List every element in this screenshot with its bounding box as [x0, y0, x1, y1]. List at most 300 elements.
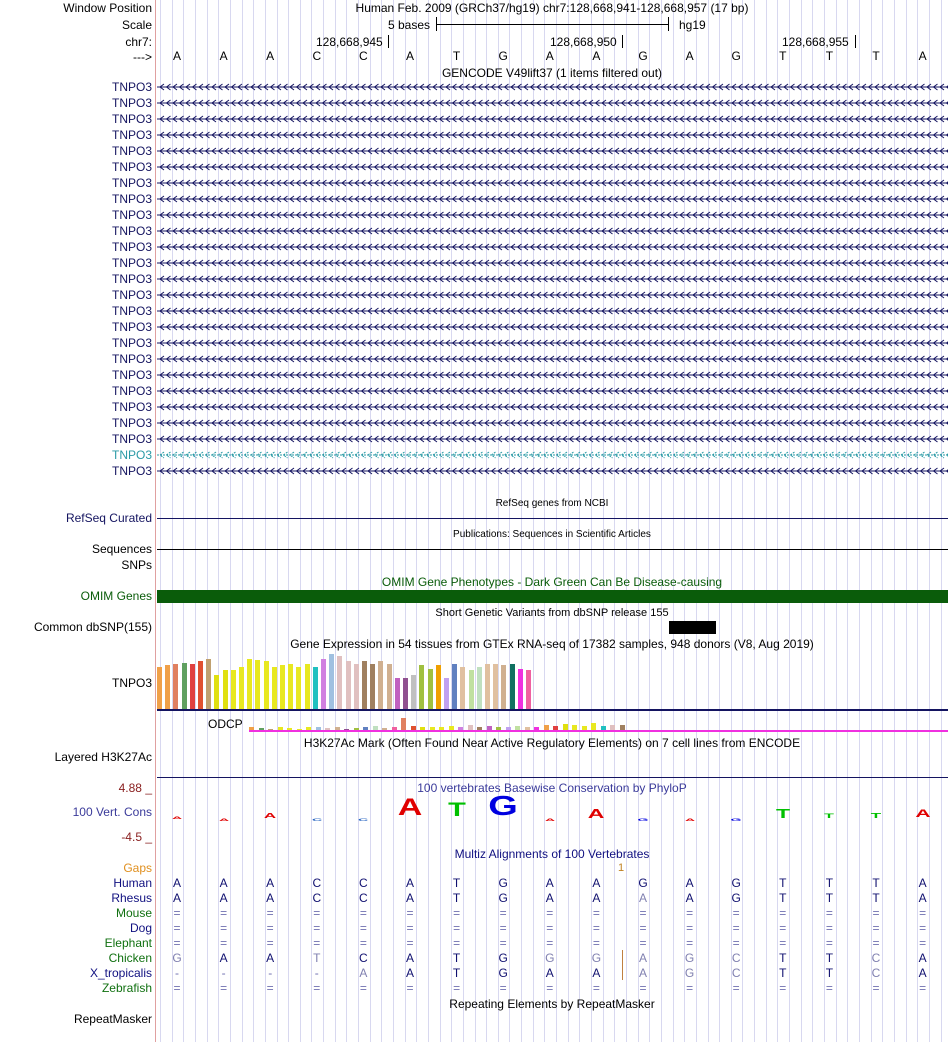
gtex-tissue-bar[interactable] [231, 670, 236, 709]
gtex-tissue-bar[interactable] [387, 664, 392, 709]
multiz-base: A [219, 951, 228, 965]
gencode-gene-label[interactable]: TNPO3 [111, 176, 152, 190]
phylop-base-logo[interactable]: C [358, 817, 369, 822]
multiz-base: = [173, 921, 181, 935]
omim-title[interactable]: OMIM Gene Phenotypes - Dark Green Can Be Disease-causing [381, 575, 723, 589]
gencode-title[interactable]: GENCODE V49lift37 (1 items filtered out) [441, 66, 663, 80]
gencode-gene-feature[interactable] [157, 323, 948, 331]
multiz-base: A [219, 891, 228, 905]
gencode-gene-label[interactable]: TNPO3 [111, 464, 152, 478]
multiz-base: C [871, 951, 881, 965]
multiz-species-label[interactable]: Dog [129, 921, 152, 935]
gtex-tissue-bar[interactable] [526, 670, 531, 709]
gtex-tissue-bar[interactable] [329, 654, 334, 709]
gencode-gene-feature[interactable] [157, 371, 948, 379]
multiz-base: T [452, 876, 461, 890]
scale-text: 5 bases [388, 18, 431, 32]
gencode-gene-feature[interactable] [157, 339, 948, 347]
gencode-gene-label[interactable]: TNPO3 [111, 368, 152, 382]
multiz-base: A [545, 876, 554, 890]
gencode-gene-feature[interactable] [157, 227, 948, 235]
multiz-base: = [592, 921, 600, 935]
gencode-gene-feature[interactable] [157, 451, 948, 459]
gencode-gene-feature[interactable] [157, 419, 948, 427]
multiz-base: - [268, 966, 273, 980]
gencode-gene-label[interactable]: TNPO3 [111, 336, 152, 350]
phylop-base-logo[interactable]: C [311, 817, 322, 822]
grid-line [719, 0, 720, 1042]
multiz-base: = [359, 936, 367, 950]
odcp-tissue-bar[interactable] [591, 723, 596, 730]
multiz-base: = [453, 906, 461, 920]
refseq-line[interactable] [157, 518, 948, 519]
multiz-species-label[interactable]: Zebrafish [101, 981, 152, 995]
gencode-gene-label[interactable]: TNPO3 [111, 352, 152, 366]
gtex-tissue-bar[interactable] [493, 664, 498, 709]
ruler-pos-3: 128,668,955 [782, 35, 849, 49]
gtex-tissue-bar[interactable] [198, 661, 203, 709]
multiz-base: T [452, 966, 461, 980]
multiz-base: T [872, 891, 880, 905]
multiz-base: = [173, 936, 181, 950]
gencode-gene-label[interactable]: TNPO3 [111, 160, 152, 174]
phylop-base-logo[interactable]: T [824, 814, 835, 820]
ruler-title[interactable]: Human Feb. 2009 (GRCh37/hg19) chr7:128,668,941-128,668,957 (17 bp) [355, 1, 749, 15]
multiz-species-label[interactable]: Elephant [104, 936, 152, 950]
gtex-tissue-bar[interactable] [296, 667, 301, 709]
gtex-tissue-bar[interactable] [370, 664, 375, 709]
snps-label[interactable]: SNPs [121, 558, 152, 572]
gtex-tissue-bar[interactable] [239, 667, 244, 709]
multiz-base: = [266, 981, 274, 995]
gencode-gene-label[interactable]: TNPO3 [111, 80, 152, 94]
gencode-gene-label[interactable]: TNPO3 [111, 256, 152, 270]
gtex-tissue-bar[interactable] [419, 665, 424, 709]
multiz-base: T [825, 951, 834, 965]
window-position-label: Window Position [63, 1, 152, 15]
gtex-tissue-bar[interactable] [403, 678, 408, 709]
gencode-gene-feature[interactable] [157, 115, 948, 123]
gtex-tissue-bar[interactable] [264, 661, 269, 709]
multiz-base: = [406, 906, 414, 920]
label-separator [155, 0, 156, 1042]
gencode-gene-label[interactable]: TNPO3 [111, 384, 152, 398]
gencode-gene-label[interactable]: TNPO3 [111, 128, 152, 142]
multiz-base: G [731, 891, 741, 905]
gtex-tissue-bar[interactable] [247, 659, 252, 709]
gtex-tissue-bar[interactable] [428, 669, 433, 709]
gencode-gene-label[interactable]: TNPO3 [111, 96, 152, 110]
ruler-tick-2 [622, 35, 623, 48]
gencode-gene-feature[interactable] [157, 83, 948, 91]
pubs-label[interactable]: Sequences [91, 542, 152, 556]
gtex-title[interactable]: Gene Expression in 54 tissues from GTEx RNA-seq of 17382 samples, 948 donors (V8, Aug 2019) [290, 637, 814, 651]
ruler-base: G [638, 49, 648, 63]
multiz-base: C [731, 951, 741, 965]
gencode-gene-feature[interactable] [157, 163, 948, 171]
multiz-base: = [546, 981, 554, 995]
gencode-gene-feature[interactable] [157, 179, 948, 187]
ruler-base: A [172, 49, 181, 63]
multiz-base: = [639, 921, 647, 935]
gencode-gene-label[interactable]: TNPO3 [111, 416, 152, 430]
ruler-base: A [592, 49, 601, 63]
gencode-gene-label[interactable]: TNPO3 [111, 272, 152, 286]
multiz-base: A [172, 891, 181, 905]
multiz-base: = [453, 921, 461, 935]
gtex-label[interactable]: TNPO3 [111, 676, 152, 690]
grid-line [801, 0, 802, 1042]
gtex-tissue-bar[interactable] [411, 675, 416, 709]
gtex-tissue-bar[interactable] [305, 664, 310, 709]
multiz-base: A [359, 966, 368, 980]
multiz-base: = [313, 906, 321, 920]
gencode-gene-label[interactable]: TNPO3 [111, 320, 152, 334]
multiz-base: G [638, 876, 648, 890]
multiz-base: A [266, 876, 275, 890]
scale-assembly: hg19 [679, 18, 706, 32]
multiz-base: A [918, 876, 927, 890]
multiz-base: A [592, 891, 601, 905]
multiz-base: = [313, 936, 321, 950]
ruler-base: C [359, 49, 368, 63]
phylop-base-logo[interactable]: T [870, 813, 882, 820]
gtex-tissue-bar[interactable] [313, 667, 318, 709]
multiz-base: T [779, 966, 787, 980]
gtex-tissue-bar[interactable] [477, 667, 482, 709]
gencode-gene-feature[interactable] [157, 195, 948, 203]
multiz-base: = [266, 936, 274, 950]
multiz-base: = [220, 906, 228, 920]
ruler-base: A [266, 49, 275, 63]
multiz-species-label[interactable]: Chicken [108, 951, 152, 965]
h3k27ac-baseline [157, 777, 948, 778]
phylop-base-logo[interactable]: A [171, 815, 183, 820]
ruler-base: T [872, 49, 880, 63]
multiz-base: - [175, 966, 179, 980]
phylop-base-logo[interactable]: A [218, 817, 229, 822]
multiz-base: C [312, 876, 322, 890]
phylop-base-logo[interactable]: A [264, 813, 277, 820]
gtex-tissue-bar[interactable] [485, 664, 490, 709]
gtex-tissue-bar[interactable] [362, 661, 367, 709]
multiz-base: = [266, 921, 274, 935]
multiz-base: = [732, 906, 740, 920]
gencode-gene-label[interactable]: TNPO3 [111, 288, 152, 302]
gtex-tissue-bar[interactable] [378, 661, 383, 709]
phylop-label[interactable]: 100 Vert. Cons [72, 805, 152, 819]
multiz-base: = [499, 906, 507, 920]
dbsnp-variant[interactable] [669, 621, 716, 634]
gap-mark: 1 [618, 862, 625, 874]
multiz-base: A [592, 966, 601, 980]
phylop-base-logo[interactable]: T [447, 800, 466, 821]
gencode-gene-label[interactable]: TNPO3 [111, 240, 152, 254]
pubs-title[interactable]: Publications: Sequences in Scientific Articles [453, 529, 651, 540]
multiz-species-label[interactable]: Mouse [115, 906, 152, 920]
multiz-base: = [732, 921, 740, 935]
multiz-base: = [359, 906, 367, 920]
multiz-base: A [918, 966, 927, 980]
grid-line [195, 0, 196, 1042]
gtex-gene-line [157, 709, 948, 711]
gtex-tissue-bar[interactable] [214, 675, 219, 709]
odcp-label: ODCP [208, 717, 243, 731]
multiz-base: = [919, 906, 927, 920]
multiz-base: A [638, 951, 647, 965]
multiz-base: = [872, 981, 880, 995]
dbsnp-label[interactable]: Common dbSNP(155) [33, 620, 152, 634]
gencode-gene-feature[interactable] [157, 355, 948, 363]
multiz-base: G [591, 951, 602, 965]
gtex-tissue-bar[interactable] [337, 656, 342, 709]
multiz-base: T [779, 891, 787, 905]
multiz-base: A [219, 876, 228, 890]
gtex-tissue-bar[interactable] [501, 665, 506, 709]
multiz-base: = [686, 981, 694, 995]
gencode-gene-feature[interactable] [157, 99, 948, 107]
grid-line [393, 0, 394, 1042]
grid-line [579, 0, 580, 1042]
multiz-base: T [825, 891, 834, 905]
ruler-base: T [452, 49, 461, 63]
repeatmasker-label[interactable]: RepeatMasker [73, 1012, 152, 1026]
multiz-base: A [638, 966, 647, 980]
multiz-species-label[interactable]: Human [113, 876, 152, 890]
odcp-bars[interactable] [249, 716, 629, 730]
grid-line [521, 0, 522, 1042]
multiz-title[interactable]: Multiz Alignments of 100 Vertebrates [454, 847, 650, 861]
multiz-base: = [592, 981, 600, 995]
grid-line [568, 0, 569, 1042]
gencode-gene-label[interactable]: TNPO3 [111, 224, 152, 238]
phylop-base-logo[interactable]: A [588, 806, 605, 821]
multiz-base: = [453, 936, 461, 950]
gencode-gene-feature[interactable] [157, 243, 948, 251]
phylop-base-logo[interactable]: T [775, 806, 790, 821]
gencode-gene-feature[interactable] [157, 307, 948, 315]
gencode-gene-feature[interactable] [157, 259, 948, 267]
multiz-base: A [685, 876, 694, 890]
gtex-tissue-bar[interactable] [395, 678, 400, 709]
gtex-tissue-bar[interactable] [444, 678, 449, 709]
omim-bar[interactable] [157, 590, 948, 603]
gencode-gene-feature[interactable] [157, 435, 948, 443]
gencode-gene-feature[interactable] [157, 131, 948, 139]
grid-line [906, 0, 907, 1042]
phylop-base-logo[interactable]: G [637, 817, 649, 822]
multiz-base: = [732, 936, 740, 950]
dbsnp-title[interactable]: Short Genetic Variants from dbSNP release 155 [435, 607, 669, 619]
ruler-base: A [545, 49, 554, 63]
multiz-base: = [779, 921, 787, 935]
gtex-tissue-bar[interactable] [436, 665, 441, 709]
multiz-base: A [266, 951, 275, 965]
grid-line [335, 0, 336, 1042]
multiz-base: = [406, 921, 414, 935]
omim-label[interactable]: OMIM Genes [80, 589, 152, 603]
ruler-base: A [918, 49, 927, 63]
multiz-base: G [498, 951, 508, 965]
gencode-gene-label[interactable]: TNPO3 [111, 208, 152, 222]
ruler-base: T [825, 49, 834, 63]
multiz-base: = [779, 906, 787, 920]
gencode-gene-feature[interactable] [157, 147, 948, 155]
grid-line [253, 0, 254, 1042]
gencode-gene-feature[interactable] [157, 467, 948, 475]
gtex-tissue-bar[interactable] [280, 665, 285, 709]
multiz-base: A [638, 891, 647, 905]
gtex-tissue-bar[interactable] [288, 664, 293, 709]
phylop-min: -4.5 _ [121, 830, 152, 844]
grid-line [300, 0, 301, 1042]
gtex-tissue-bar[interactable] [346, 661, 351, 709]
phylop-base-logo[interactable]: G [488, 790, 518, 821]
grid-line [894, 0, 895, 1042]
ruler-pos-2: 128,668,950 [550, 35, 617, 49]
multiz-base: = [499, 936, 507, 950]
grid-line [614, 0, 615, 1042]
gtex-bars[interactable] [157, 652, 537, 709]
multiz-base: C [359, 951, 368, 965]
ruler-base: T [779, 49, 787, 63]
gtex-tissue-bar[interactable] [173, 664, 178, 709]
multiz-base: = [499, 921, 507, 935]
gtex-tissue-bar[interactable] [190, 664, 195, 709]
multiz-base: = [825, 936, 833, 950]
pubs-line[interactable] [157, 549, 948, 550]
scale-bar [436, 17, 669, 31]
gencode-gene-feature[interactable] [157, 211, 948, 219]
phylop-base-logo[interactable]: A [397, 794, 423, 821]
multiz-base: G [498, 876, 508, 890]
gencode-gene-feature[interactable] [157, 275, 948, 283]
gtex-tissue-bar[interactable] [206, 659, 211, 709]
multiz-base: = [872, 906, 880, 920]
gencode-gene-feature[interactable] [157, 291, 948, 299]
multiz-base: A [918, 951, 927, 965]
multiz-base: C [359, 891, 368, 905]
gtex-tissue-bar[interactable] [510, 664, 515, 709]
multiz-base: = [732, 981, 740, 995]
multiz-base: = [639, 936, 647, 950]
multiz-base: T [452, 951, 461, 965]
phylop-base-logo[interactable]: G [730, 817, 742, 822]
multiz-base: = [592, 906, 600, 920]
multiz-base: = [639, 981, 647, 995]
grid-line [381, 0, 382, 1042]
gencode-gene-label[interactable]: TNPO3 [111, 432, 152, 446]
multiz-base: - [221, 966, 226, 980]
gtex-tissue-bar[interactable] [460, 667, 465, 709]
grid-line [766, 0, 767, 1042]
gencode-gene-label[interactable]: TNPO3 [111, 400, 152, 414]
gencode-gene-label[interactable]: TNPO3 [111, 448, 152, 462]
multiz-base: = [919, 921, 927, 935]
odcp-tissue-bar[interactable] [401, 718, 406, 730]
grid-line [207, 0, 208, 1042]
multiz-species-label[interactable]: X_tropicalis [89, 966, 152, 980]
multiz-base: = [686, 921, 694, 935]
gtex-tissue-bar[interactable] [157, 667, 162, 709]
ruler-base: A [405, 49, 414, 63]
multiz-species-label[interactable]: Rhesus [111, 891, 152, 905]
multiz-base: = [779, 936, 787, 950]
multiz-base: = [919, 981, 927, 995]
gencode-gene-label[interactable]: TNPO3 [111, 144, 152, 158]
gtex-tissue-bar[interactable] [223, 670, 228, 709]
refseq-label[interactable]: RefSeq Curated [65, 511, 152, 525]
refseq-title[interactable]: RefSeq genes from NCBI [495, 498, 609, 509]
strand-label: ---> [133, 50, 152, 64]
h3k27ac-title[interactable]: H3K27Ac Mark (Often Found Near Active Regulatory Elements) on 7 cell lines from ENCODE [303, 736, 801, 750]
gencode-gene-label[interactable]: TNPO3 [111, 112, 152, 126]
phylop-base-logo[interactable]: A [684, 817, 695, 822]
multiz-base: G [684, 966, 695, 980]
gtex-tissue-bar[interactable] [469, 670, 474, 709]
gaps-label: Gaps [123, 861, 152, 875]
multiz-base: = [313, 921, 321, 935]
gtex-tissue-bar[interactable] [354, 664, 359, 709]
insertion-mark [622, 950, 623, 980]
phylop-max: 4.88 _ [118, 781, 152, 795]
multiz-base: = [546, 921, 554, 935]
grid-line [661, 0, 662, 1042]
multiz-base: T [825, 966, 834, 980]
gencode-gene-label[interactable]: TNPO3 [111, 304, 152, 318]
gencode-gene-label[interactable]: TNPO3 [111, 192, 152, 206]
gtex-tissue-bar[interactable] [165, 665, 170, 709]
gtex-tissue-bar[interactable] [255, 660, 260, 709]
multiz-base: T [779, 876, 787, 890]
ruler-tick-1 [388, 35, 389, 48]
multiz-base: = [313, 981, 321, 995]
multiz-base: = [359, 921, 367, 935]
grid-line [533, 0, 534, 1042]
gencode-gene-feature[interactable] [157, 403, 948, 411]
multiz-base: T [825, 876, 834, 890]
grid-line [288, 0, 289, 1042]
multiz-base: T [313, 951, 321, 965]
multiz-base: = [825, 921, 833, 935]
multiz-base: = [919, 936, 927, 950]
multiz-base: = [546, 936, 554, 950]
gencode-gene-feature[interactable] [157, 387, 948, 395]
h3k27ac-label[interactable]: Layered H3K27Ac [54, 750, 152, 764]
ruler-base: A [685, 49, 694, 63]
multiz-base: = [686, 906, 694, 920]
multiz-base: = [592, 936, 600, 950]
multiz-base: = [406, 936, 414, 950]
grid-line [941, 0, 942, 1042]
gtex-tissue-bar[interactable] [518, 669, 523, 709]
ruler-pos-1: 128,668,945 [316, 35, 383, 49]
multiz-base: A [545, 966, 554, 980]
grid-line [847, 0, 848, 1042]
phylop-title[interactable]: 100 vertebrates Basewise Conservation by PhyloP [417, 781, 687, 795]
multiz-base: A [172, 876, 181, 890]
gtex-tissue-bar[interactable] [182, 663, 187, 709]
repeatmasker-title[interactable]: Repeating Elements by RepeatMasker [449, 997, 655, 1011]
multiz-base: A [405, 966, 414, 980]
gtex-tissue-bar[interactable] [452, 664, 457, 709]
phylop-base-logo[interactable]: A [915, 808, 931, 820]
gtex-tissue-bar[interactable] [321, 659, 326, 709]
gtex-tissue-bar[interactable] [272, 667, 277, 709]
phylop-base-logo[interactable]: A [544, 817, 555, 822]
multiz-base: A [918, 891, 927, 905]
multiz-base: G [731, 876, 741, 890]
